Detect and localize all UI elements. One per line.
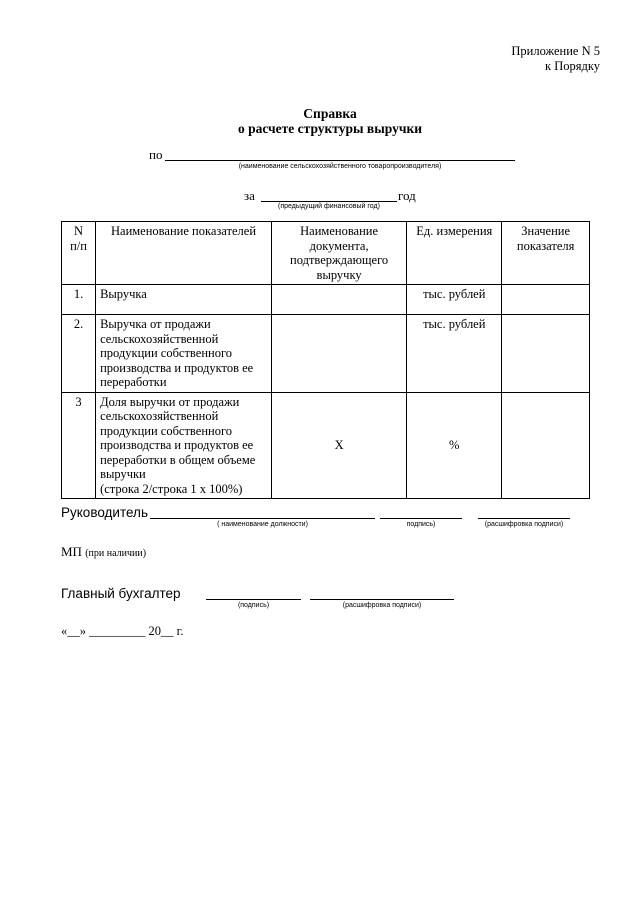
row-value[interactable]	[502, 392, 590, 499]
table-header-row	[62, 222, 590, 285]
row-name: Выручка от продажи сельскохозяйственной продукции собственного производства и продуктов ее переработки	[96, 315, 272, 393]
period-field[interactable]	[261, 201, 397, 202]
row-num: 3	[62, 392, 96, 499]
producer-field[interactable]	[165, 160, 515, 161]
row-num: 2.	[62, 315, 96, 393]
period-suffix: год	[398, 188, 416, 203]
header-name: Наименование показателей	[96, 222, 272, 285]
row-value[interactable]	[502, 285, 590, 315]
date-line[interactable]	[61, 624, 183, 639]
accountant-decode-caption: (расшифровка подписи)	[342, 602, 422, 609]
revenue-structure-table	[61, 221, 590, 499]
head-position-caption: ( наименование должности)	[217, 521, 308, 528]
row-name-formula: (строка 2/строка 1 х 100%)	[100, 481, 243, 496]
head-decode-field[interactable]	[478, 518, 570, 519]
row-doc[interactable]	[271, 315, 406, 393]
date-day: __	[67, 624, 80, 638]
date-century: 20	[148, 624, 161, 638]
header-unit: Ед. измерения	[407, 222, 502, 285]
title-line-2: о расчете структуры выручки	[237, 121, 423, 136]
period-caption: (предыдущий финансовый год)	[278, 203, 380, 210]
header-num-line-1: N	[74, 224, 84, 238]
document-title	[0, 106, 640, 136]
appendix-header	[511, 44, 600, 74]
head-signature-field[interactable]	[380, 518, 462, 519]
head-label: Руководитель	[61, 505, 148, 520]
accountant-signature-caption: (подпись)	[237, 602, 270, 609]
row-name-cell	[96, 392, 272, 499]
stamp-main: МП	[61, 544, 82, 559]
head-position-field[interactable]	[150, 518, 375, 519]
row-doc[interactable]	[271, 285, 406, 315]
stamp-mark	[61, 544, 146, 560]
table-row	[62, 315, 590, 393]
table-row	[62, 285, 590, 315]
date-month: _________	[89, 624, 146, 638]
date-year: __	[161, 624, 174, 638]
header-num-line-2: п/п	[70, 238, 87, 253]
row-num: 1.	[62, 285, 96, 315]
row-unit: тыс. рублей	[407, 285, 502, 315]
table-row	[62, 392, 590, 499]
date-open-quote: «	[61, 624, 68, 638]
accountant-decode-field[interactable]	[310, 599, 454, 600]
header-value: Значение показателя	[502, 222, 590, 285]
head-signature-caption: подпись)	[406, 521, 436, 528]
head-decode-caption: (расшифровка подписи)	[484, 521, 564, 528]
date-suffix: г.	[176, 624, 184, 638]
row-value[interactable]	[502, 315, 590, 393]
row-name: Выручка	[96, 285, 272, 315]
header-doc: Наименование документа, подтверждающего выручку	[271, 222, 406, 285]
appendix-line-2: к Порядку	[545, 59, 600, 73]
row-unit: тыс. рублей	[407, 315, 502, 393]
producer-caption: (наименование сельскохозяйственного товаропроизводителя)	[238, 163, 442, 170]
row-doc: Х	[271, 392, 406, 499]
stamp-note: (при наличии)	[85, 548, 147, 559]
title-line-1: Справка	[303, 106, 357, 121]
row-unit: %	[407, 392, 502, 499]
header-num	[62, 222, 96, 285]
period-prefix: за	[244, 188, 255, 203]
accountant-label: Главный бухгалтер	[61, 586, 181, 601]
date-close-quote: »	[79, 624, 86, 638]
accountant-signature-field[interactable]	[206, 599, 301, 600]
appendix-line-1: Приложение N 5	[511, 44, 600, 58]
row-name: Доля выручки от продажи сельскохозяйственной продукции собственного производства и продуктов ее переработки в общем объеме выручки	[100, 394, 256, 481]
producer-prefix: по	[149, 147, 163, 162]
